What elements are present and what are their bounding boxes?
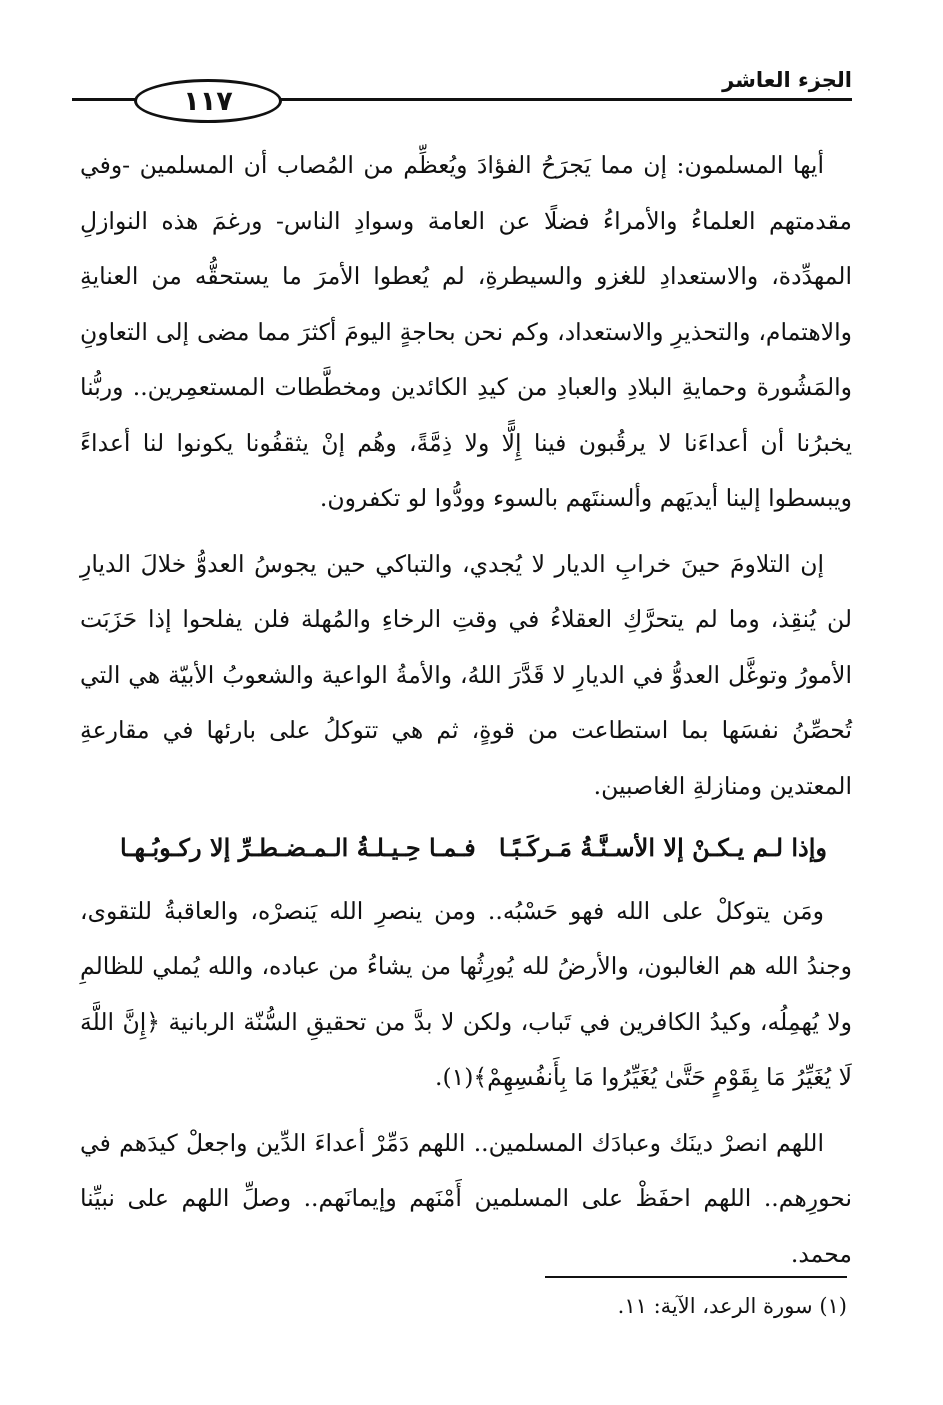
verse-second-hemistich: فـمـا حِـيـلـةُ الـمـضـطـرِّ إلا ركـوبُـهـا	[120, 833, 476, 862]
main-text	[80, 138, 852, 1282]
poetry-verse	[80, 820, 852, 876]
paragraph-3	[80, 884, 852, 1106]
verse-first-hemistich: وإذا لـم يـكـنْ إلا الأسـنَّـةُ مَـركَـبًـا	[498, 833, 827, 862]
paragraph-1: أيها المسلمون: إن مما يَجرَحُ الفؤادَ ويُعظِّم من المُصاب أن المسلمين -وفي مقدمتهم العلماءُ والأمراءُ فضلًا عن العامة وسوادِ الناس- ورغمَ هذه النوازلِ المهدِّدة، والاستعدادِ للغزو والسيطرةِ، لم يُعطوا الأمرَ ما يستحقُّه من العنايةِ والاهتمام، والتحذيرِ والاستعداد، وكم نحن بحاجةٍ اليومَ أكثرَ مما مضى إلى التعاونِ والمَشُورة وحمايةِ البلادِ والعبادِ من كيدِ الكائدين ومخطَّطات المستعمِرين.. وربُّنا يخبرُنا أن أعداءَنا لا يرقُبون فينا إِلًّا ولا ذِمَّةً، وهُم إنْ يثقفُونا يكونوا لنا أعداءً ويبسطوا إلينا أيديَهم وألسنتَهم بالسوء وودُّوا لو تكفرون.	[80, 151, 852, 512]
running-title: الجزء العاشر	[722, 68, 852, 92]
paragraph-4: اللهم انصرْ دينَك وعبادَك المسلمين.. اللهم دَمِّرْ أعداءَ الدِّين واجعلْ كيدَهم في نحورِهم.. اللهم احفَظْ على المسلمين أَمْنَهم وإيمانَهم.. وصلِّ اللهم على نبيِّنا محمد.	[80, 1128, 852, 1268]
footnote-reference: (١).	[434, 1063, 474, 1091]
page-header	[72, 64, 852, 124]
footnote: (١) سورة الرعد، الآية: ١١.	[617, 1294, 847, 1318]
page-number: ١١٧	[134, 79, 282, 123]
paragraph-2: إن التلاومَ حينَ خرابِ الديار لا يُجدي، والتباكي حين يجوسُ العدوُّ خلالَ الديارِ لن يُنقِذ، وما لم يتحرَّكِ العقلاءُ في وقتِ الرخاءِ والمُهلة فلن يفلحوا إذا حَزَبَت الأمورُ وتوغَّل العدوُّ في الديارِ لا قَدَّرَ اللهُ، والأمةُ الواعية والشعوبُ الأبيّة هي التي تُحصِّنُ نفسَها بما استطاعت من قوةٍ، ثم هي تتوكلُ على بارئها في مقارعةِ المعتدين ومنازلةِ الغاصبين.	[80, 549, 852, 800]
paragraph-3-text: ومَن يتوكلْ على الله فهو حَسْبُه.. ومن ينصرِ الله يَنصرْه، والعاقبةُ للتقوى، وجندُ الله هم الغالبون، والأرضُ لله يُورِثُها من يشاءُ من عباده، والله يُملي للظالمِ ولا يُهمِلُه، وكيدُ الكافرين في تَباب، ولكن لا بدَّ من تحقيقِ السُّنّة الربانية	[80, 896, 852, 1036]
quran-quote: ﴿إِنَّ اللَّهَ لَا يُغَيِّرُ مَا بِقَوْمٍ حَتَّىٰ يُغَيِّرُوا مَا بِأَنفُسِهِمْ﴾	[80, 1007, 852, 1091]
footnote-rule	[545, 1276, 847, 1278]
